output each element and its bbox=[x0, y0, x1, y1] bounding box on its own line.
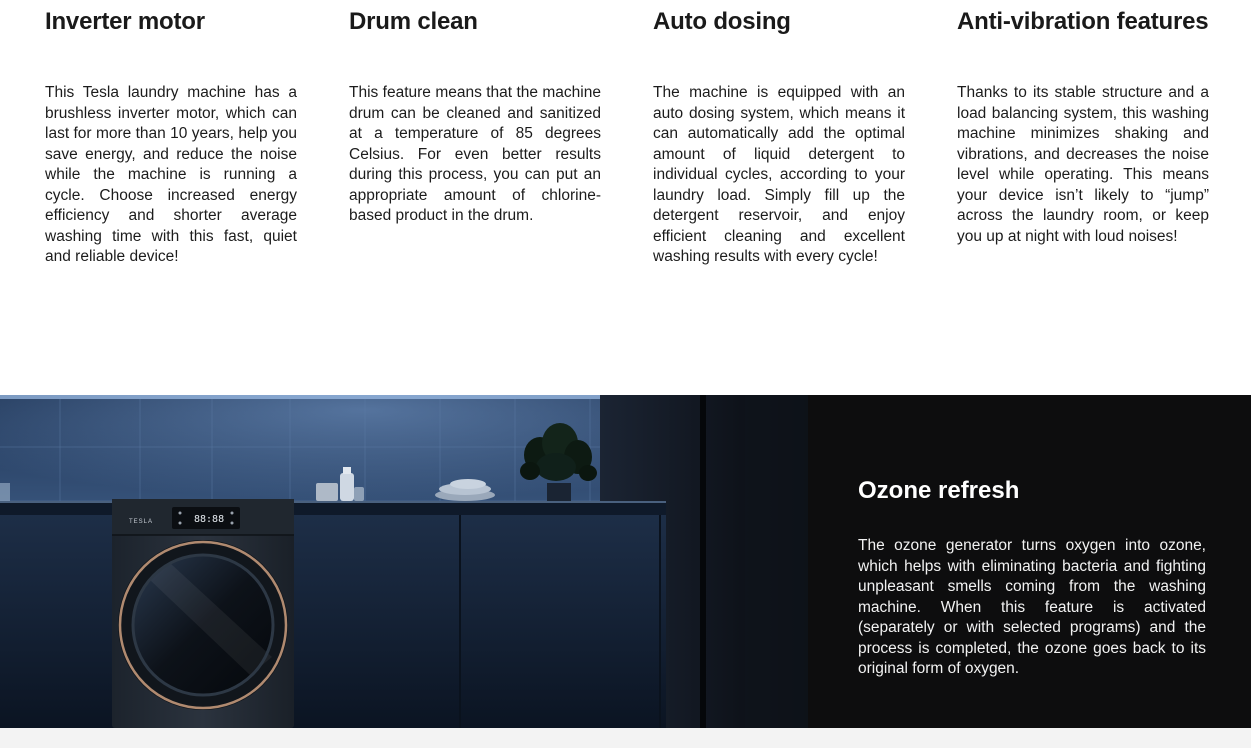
feature-description: Thanks to its stable structure and a load balancing system, this washing machine minimizes shaking and vibrations, and decreases the noise level while operating. This means your device isn’t likely to “jump” across the laundry room, or keep you up at night with loud noises! bbox=[957, 84, 1209, 245]
feature-description: The machine is equipped with an auto dosing system, which means it can automatically add the optimal amount of liquid detergent to individual cycles, according to your laundry load. Simply fill up the detergent reservoir, and enjoy efficient cleaning and excellent washing results with every cycle! bbox=[653, 84, 905, 265]
footer-strip bbox=[0, 728, 1251, 748]
washing-machine bbox=[112, 499, 294, 728]
ozone-refresh-title: Ozone refresh bbox=[858, 477, 1020, 504]
feature-title: Auto dosing bbox=[653, 8, 791, 35]
feature-description: This Tesla laundry machine has a brushless inverter motor, which can last for more than 10 years, help you save energy, and reduce the noise while the machine is running a cycle. Choose increased energy efficiency and shorter average washing time with this fast, quiet and reliable device! bbox=[45, 84, 297, 265]
ozone-refresh-section bbox=[0, 395, 1251, 728]
feature-title: Drum clean bbox=[349, 8, 478, 35]
feature-title: Inverter motor bbox=[45, 8, 205, 35]
feature-auto-dosing bbox=[653, 6, 905, 265]
feature-anti-vibration bbox=[957, 6, 1209, 245]
svg-text:TESLA: TESLA bbox=[129, 519, 154, 525]
ozone-refresh-content bbox=[858, 475, 1206, 680]
feature-inverter-motor bbox=[45, 6, 297, 265]
feature-drum-clean bbox=[349, 6, 601, 224]
feature-description: This feature means that the machine drum can be cleaned and sanitized at a temperature of 85 degrees Celsius. For even better results during this process, you can put an appropriate amount of chlorine-based product in the drum. bbox=[349, 84, 601, 224]
svg-text:88:88: 88:88 bbox=[194, 514, 225, 525]
feature-title: Anti-vibration features bbox=[957, 8, 1209, 35]
laundry-room-image bbox=[0, 395, 808, 728]
ozone-refresh-description: The ozone generator turns oxygen into ozone, which helps with eliminating bacteria and fighting unpleasant smells coming from the washing machine. When this feature is activated (separately or with selected programs) and the process is completed, the ozone goes back to its original form of oxygen. bbox=[858, 537, 1206, 677]
